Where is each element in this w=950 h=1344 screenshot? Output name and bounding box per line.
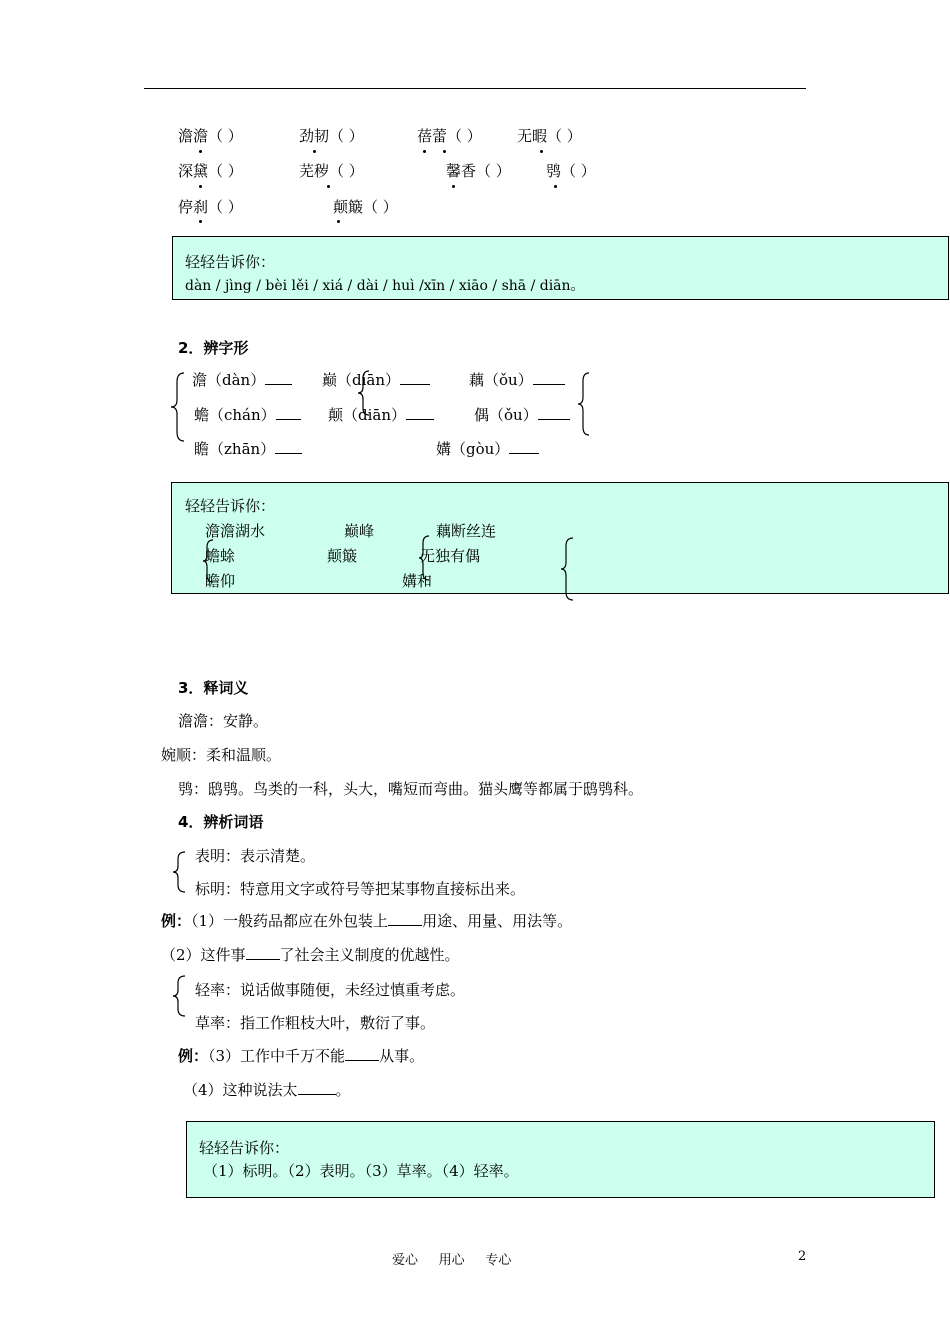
brace-right <box>577 372 591 436</box>
example-2: （2）这件事 了社会主义制度的优越性。 <box>161 946 460 964</box>
word-dandan: 澹澹（ ） <box>178 127 243 145</box>
answer-dianbo: 颠簸 <box>327 547 358 565</box>
definition-qingshuai: 轻率：说话做事随便，未经过慎重考虑。 <box>195 981 466 999</box>
emphasis-dot <box>423 150 426 153</box>
emphasis-dot <box>313 150 316 153</box>
answer-box-title: 轻轻告诉你： <box>185 497 276 515</box>
brace-box-left <box>202 539 214 583</box>
word-shendai: 深黛（ ） <box>178 162 243 180</box>
glyph-row-3a: 瞻（zhān） <box>194 438 302 459</box>
glyph-row-2b: 颠（diān） <box>328 404 434 425</box>
word-wuhui: 芜秽（ ） <box>299 162 364 180</box>
word-xinxiang: 馨香（ ） <box>446 162 511 180</box>
glyph-row-3b: 媾（gòu） <box>436 438 539 459</box>
definition-xiao: 鸮：鸱鸮。鸟类的一科，头大，嘴短而弯曲。猫头鹰等都属于鸱鸮科。 <box>178 780 644 798</box>
answer-gouhe: 媾和 <box>402 572 433 590</box>
header-rule <box>144 88 806 89</box>
section-heading-3: 3．释词义 <box>178 679 249 697</box>
definition-biaoming-2: 标明：特意用文字或符号等把某事物直接标出来。 <box>195 880 526 898</box>
word-dianbo: 颠簸（ ） <box>333 198 398 216</box>
brace-left <box>170 372 186 442</box>
footer-motto: 爱心 用心 专心 <box>392 1253 512 1268</box>
glyph-row-2a: 蟾（chán） <box>194 404 301 425</box>
glyph-row-2c: 偶（ǒu） <box>474 404 570 425</box>
emphasis-dot <box>554 185 557 188</box>
emphasis-dot <box>443 150 446 153</box>
answer-box-title: 轻轻告诉你： <box>199 1139 290 1157</box>
emphasis-dot <box>337 220 340 223</box>
example-4: （4）这种说法太 。 <box>183 1081 351 1099</box>
answer-zhanyang: 瞻仰 <box>205 572 236 590</box>
section-heading-4: 4．辨析词语 <box>178 813 264 831</box>
definition-wanshun: 婉顺：柔和温顺。 <box>161 746 282 764</box>
definition-caoshuai: 草率：指工作粗枝大叶，敷衍了事。 <box>195 1014 436 1032</box>
answer-box-title: 轻轻告诉你： <box>185 253 276 271</box>
emphasis-dot <box>199 185 202 188</box>
definition-biaoming-1: 表明：表示清楚。 <box>195 847 316 865</box>
answer-box-1 <box>172 236 949 300</box>
word-beilei: 蓓蕾（ ） <box>417 127 482 145</box>
brace-box-right <box>560 537 574 601</box>
answer-box-2 <box>171 482 949 594</box>
emphasis-dot <box>199 150 202 153</box>
brace-qingshuai <box>172 975 186 1017</box>
emphasis-dot <box>199 220 202 223</box>
emphasis-dot <box>327 185 330 188</box>
example-1: 例：（1）一般药品都应在外包装上 用途、用量、用法等。 <box>161 912 573 930</box>
brace-biaoming <box>172 851 186 893</box>
word-choice-answers: （1）标明。（2）表明。（3）草率。（4）轻率。 <box>203 1162 519 1180</box>
answer-ouduansilian: 藕断丝连 <box>436 522 497 540</box>
pinyin-answers: dàn / jìng / bèi lěi / xiá / dài / huì /xīn / xiāo / shā / diān。 <box>185 278 585 294</box>
answer-dianfeng: 巅峰 <box>344 522 375 540</box>
glyph-row-1b: 巅（diān） <box>322 369 430 390</box>
word-tingsha: 停刹（ ） <box>178 198 243 216</box>
emphasis-dot <box>540 150 543 153</box>
brace-box-mid <box>418 535 430 581</box>
definition-dandan: 澹澹：安静。 <box>178 712 269 730</box>
section-heading-2: 2．辨字形 <box>178 339 249 357</box>
word-jinren: 劲韧（ ） <box>299 127 364 145</box>
glyph-row-1c: 藕（ǒu） <box>469 369 565 390</box>
answer-dandanhushui: 澹澹湖水 <box>205 522 266 540</box>
answer-wuduyouou: 无独有偶 <box>420 547 481 565</box>
example-3: 例：（3）工作中千万不能 从事。 <box>178 1047 425 1065</box>
answer-chanchu: 蟾蜍 <box>205 547 236 565</box>
emphasis-dot <box>452 185 455 188</box>
word-xiao: 鸮（ ） <box>546 162 596 180</box>
page-number: 2 <box>798 1249 807 1264</box>
glyph-row-1a: 澹（dàn） <box>192 369 292 390</box>
word-wuxia: 无暇（ ） <box>517 127 582 145</box>
answer-box-3 <box>186 1121 935 1198</box>
